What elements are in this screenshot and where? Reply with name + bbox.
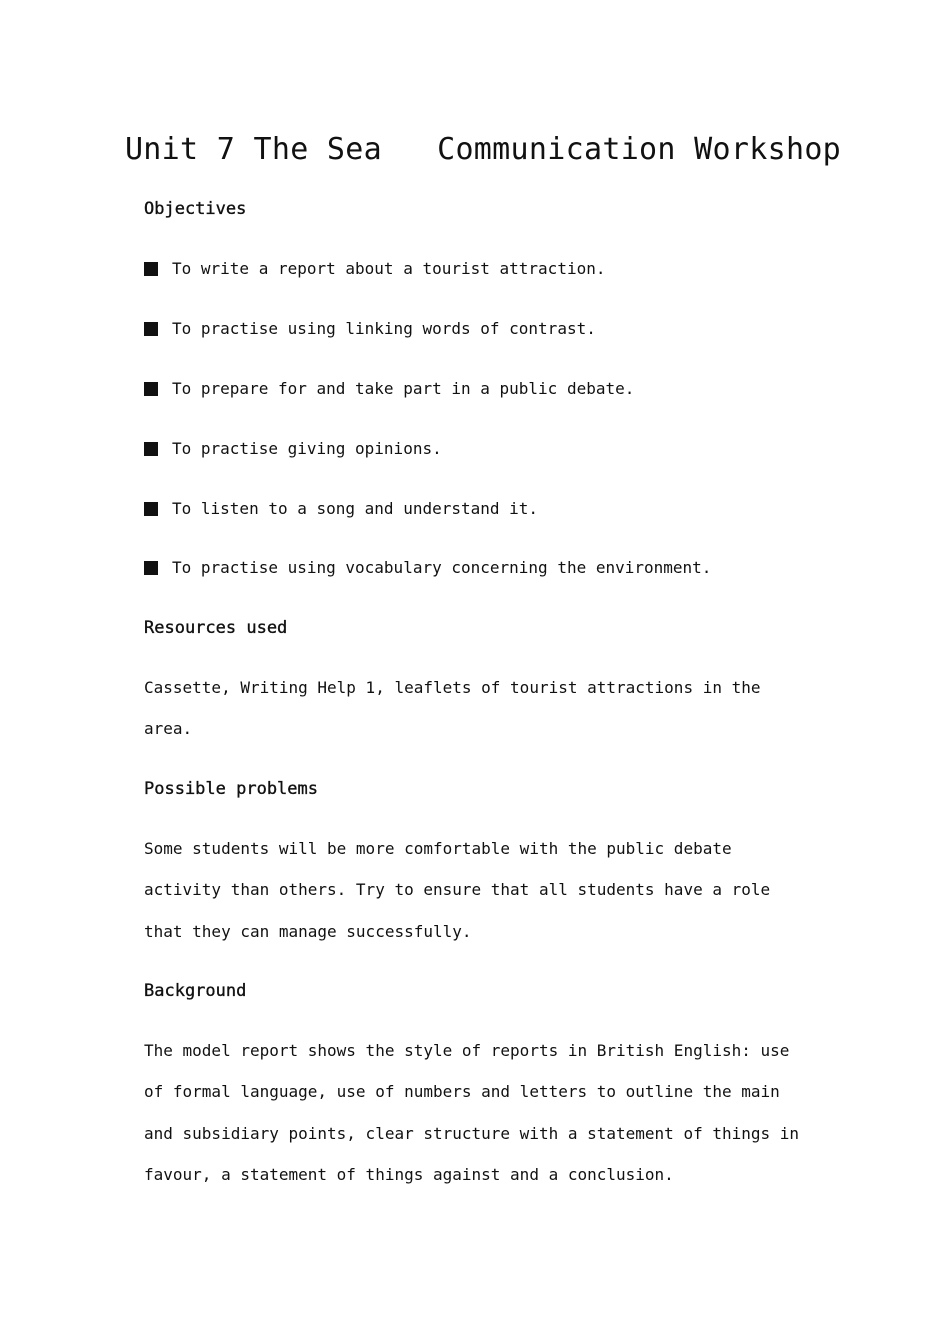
square-bullet-icon (144, 561, 158, 575)
objective-item (144, 377, 634, 401)
paragraph-line: favour, a statement of things against and a conclusion. (144, 1165, 674, 1185)
paragraph-line: Some students will be more comfortable with the public debate (144, 839, 732, 858)
objective-text: To practise using vocabulary concerning the environment. (172, 558, 712, 577)
square-bullet-icon (144, 382, 158, 396)
objective-text: To practise giving opinions. (172, 439, 442, 458)
page-title: Unit 7 The Sea Communication Workshop (124, 132, 842, 167)
background-paragraph (144, 1030, 824, 1196)
paragraph-line: and subsidiary points, clear structure with a statement of things in (144, 1123, 800, 1143)
paragraph-line: Cassette, Writing Help 1, leaflets of tourist attractions in the (144, 678, 761, 697)
objective-item (144, 437, 442, 461)
objective-text: To prepare for and take part in a public debate. (172, 379, 635, 398)
possible-problems-heading: Possible problems (144, 779, 318, 799)
resources-paragraph (144, 667, 824, 750)
objective-item (144, 556, 711, 580)
paragraph-line: of formal language, use of numbers and letters to outline the main (144, 1082, 780, 1102)
square-bullet-icon (144, 262, 158, 276)
objective-item (144, 497, 538, 521)
objective-text: To listen to a song and understand it. (172, 499, 539, 518)
square-bullet-icon (144, 502, 158, 516)
objective-item (144, 317, 596, 341)
objective-text: To practise using linking words of contrast. (172, 319, 596, 338)
paragraph-line: that they can manage successfully. (144, 921, 472, 941)
paragraph-line: area. (144, 719, 193, 739)
resources-heading: Resources used (144, 618, 288, 638)
possible-problems-paragraph (144, 828, 824, 952)
square-bullet-icon (144, 442, 158, 456)
square-bullet-icon (144, 322, 158, 336)
objectives-heading: Objectives (144, 199, 247, 219)
paragraph-line: The model report shows the style of reports in British English: use (144, 1041, 790, 1060)
paragraph-line: activity than others. Try to ensure that all students have a role (144, 880, 771, 900)
objective-text: To write a report about a tourist attraction. (172, 259, 606, 278)
background-heading: Background (144, 981, 247, 1001)
objective-item (144, 257, 605, 281)
